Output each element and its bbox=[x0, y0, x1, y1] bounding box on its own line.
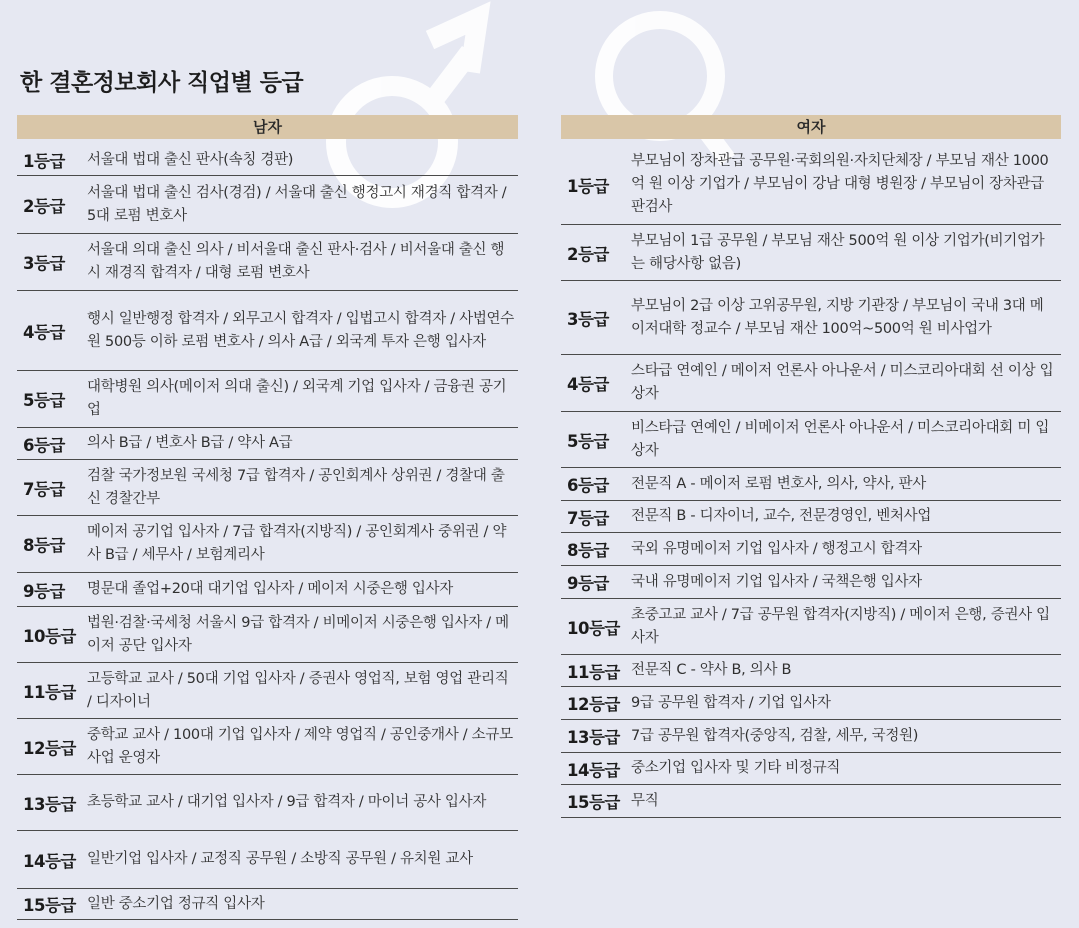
male-grade-list bbox=[17, 145, 518, 920]
grade-row bbox=[561, 687, 1061, 720]
grade-description: 중소기업 입사자 및 기타 비정규직 bbox=[631, 760, 841, 776]
grade-description: 9급 공무원 합격자 / 기업 입사자 bbox=[631, 694, 831, 711]
grade-description: 메이저 공기업 입사자 / 7급 합격자(지방직) / 공인회계사 중위권 / 약사 B급 / 세무사 / 보험계리사 bbox=[87, 524, 507, 563]
grade-label: 2등급 bbox=[23, 196, 65, 216]
grade-row bbox=[17, 573, 518, 607]
grade-row bbox=[561, 145, 1061, 225]
grade-row bbox=[561, 225, 1061, 281]
grade-description: 초등학교 교사 / 대기업 입사자 / 9급 합격자 / 마이너 공사 입사자 bbox=[87, 794, 487, 810]
grade-label: 4등급 bbox=[23, 322, 65, 342]
female-grade-list bbox=[561, 145, 1061, 818]
grade-description: 비스타급 연예인 / 비메이저 언론사 아나운서 / 미스코리아대회 미 입상자 bbox=[631, 419, 1050, 459]
grade-description: 초중고교 교사 / 7급 공무원 합격자(지방직) / 메이저 은행, 증권사 입사자 bbox=[631, 606, 1050, 646]
grade-description: 전문직 C - 약사 B, 의사 B bbox=[631, 662, 792, 678]
grade-label: 12등급 bbox=[567, 695, 620, 714]
grade-row bbox=[17, 371, 518, 428]
grade-label: 7등급 bbox=[567, 508, 609, 528]
grade-label: 14등급 bbox=[567, 760, 620, 780]
grade-description: 고등학교 교사 / 50대 기업 입사자 / 증권사 영업직, 보험 영업 관리직 / 디자이너 bbox=[87, 670, 509, 710]
grade-row bbox=[17, 831, 518, 889]
grade-row bbox=[561, 785, 1061, 818]
grade-label: 6등급 bbox=[23, 435, 65, 455]
grade-row bbox=[17, 234, 518, 291]
grade-label: 13등급 bbox=[567, 728, 620, 747]
grade-description: 전문직 B - 디자이너, 교수, 전문경영인, 벤처사업 bbox=[631, 508, 932, 524]
grade-description: 국외 유명메이저 기업 입사자 / 행정고시 합격자 bbox=[631, 540, 922, 557]
female-column bbox=[561, 115, 1061, 818]
grade-label: 3등급 bbox=[567, 309, 609, 329]
grade-label: 2등급 bbox=[567, 244, 609, 264]
grade-row bbox=[17, 516, 518, 573]
grade-label: 8등급 bbox=[23, 536, 65, 555]
grade-label: 1등급 bbox=[567, 176, 609, 196]
grade-description: 부모님이 1급 공무원 / 부모님 재산 500억 원 이상 기업가(비기업가는 해당사항 없음) bbox=[631, 232, 1045, 272]
grade-row bbox=[561, 720, 1061, 753]
grade-label: 13등급 bbox=[23, 794, 76, 814]
grade-label: 14등급 bbox=[23, 851, 76, 871]
grade-label: 6등급 bbox=[567, 476, 609, 495]
grade-row bbox=[561, 599, 1061, 655]
male-header: 남자 bbox=[17, 115, 518, 139]
grade-row bbox=[17, 145, 518, 176]
grade-description: 의사 B급 / 변호사 B급 / 약사 A급 bbox=[87, 435, 293, 451]
grade-label: 3등급 bbox=[23, 254, 65, 273]
female-header: 여자 bbox=[561, 115, 1061, 139]
grade-description: 명문대 졸업+20대 대기업 입사자 / 메이저 시중은행 입사자 bbox=[87, 581, 454, 597]
grade-row bbox=[561, 281, 1061, 355]
grade-row bbox=[17, 775, 518, 831]
grade-label: 15등급 bbox=[23, 896, 76, 915]
grade-row bbox=[561, 468, 1061, 501]
grade-description: 스타급 연예인 / 메이저 언론사 아나운서 / 미스코리아대회 선 이상 입상자 bbox=[631, 363, 1054, 402]
grade-description: 중학교 교사 / 100대 기업 입사자 / 제약 영업직 / 공인중개사 / 소규모 사업 운영자 bbox=[87, 726, 513, 766]
grade-row bbox=[17, 607, 518, 663]
grade-row bbox=[561, 412, 1061, 468]
grade-label: 10등급 bbox=[567, 618, 620, 638]
grade-row bbox=[17, 460, 518, 516]
grade-description: 서울대 법대 출신 판사(속칭 경판) bbox=[87, 151, 294, 168]
grade-row bbox=[561, 501, 1061, 533]
page-title: 한 결혼정보회사 직업별 등급 bbox=[20, 70, 304, 96]
grade-label: 7등급 bbox=[23, 479, 65, 499]
grade-description: 일반기업 입사자 / 교정직 공무원 / 소방직 공무원 / 유치원 교사 bbox=[87, 851, 473, 867]
grade-label: 12등급 bbox=[23, 738, 76, 758]
grade-label: 9등급 bbox=[567, 574, 609, 593]
grade-label: 4등급 bbox=[567, 375, 609, 394]
grade-row bbox=[17, 291, 518, 371]
grade-description: 대학병원 의사(메이저 의대 출신) / 외국계 기업 입사자 / 금융권 공기업 bbox=[87, 379, 507, 418]
grade-label: 5등급 bbox=[567, 431, 609, 451]
grade-description: 무직 bbox=[631, 792, 659, 809]
grade-row bbox=[17, 663, 518, 719]
grade-description: 검찰 국가정보원 국세청 7급 합격자 / 공인회계사 상위권 / 경찰대 출신 경찰간부 bbox=[87, 467, 505, 507]
grade-row bbox=[561, 533, 1061, 566]
grade-row bbox=[17, 176, 518, 234]
grade-label: 5등급 bbox=[23, 391, 65, 410]
grade-label: 10등급 bbox=[23, 626, 76, 646]
grade-description: 행시 일반행정 합격자 / 외무고시 합격자 / 입법고시 합격자 / 사법연수원 500등 이하 로펌 변호사 / 의사 A급 / 외국계 투자 은행 입사자 bbox=[87, 310, 514, 350]
grade-label: 15등급 bbox=[567, 793, 620, 812]
grade-label: 9등급 bbox=[23, 581, 65, 601]
grade-description: 일반 중소기업 정규직 입사자 bbox=[87, 895, 265, 912]
grade-row bbox=[561, 753, 1061, 785]
grade-description: 서울대 의대 출신 의사 / 비서울대 출신 판사·검사 / 비서울대 출신 행시 재경직 합격자 / 대형 로펌 변호사 bbox=[87, 242, 505, 281]
grade-label: 11등급 bbox=[23, 682, 76, 702]
grade-row bbox=[561, 566, 1061, 599]
grade-description: 전문직 A - 메이저 로펌 변호사, 의사, 약사, 판사 bbox=[631, 475, 926, 492]
grade-label: 8등급 bbox=[567, 541, 609, 560]
grade-description: 부모님이 2급 이상 고위공무원, 지방 기관장 / 부모님이 국내 3대 메이저대학 정교수 / 부모님 재산 100억~500억 원 비사업가 bbox=[631, 297, 1044, 337]
grade-description: 법원·검찰·국세청 서울시 9급 합격자 / 비메이저 시중은행 입사자 / 메이저 공단 입사자 bbox=[87, 614, 509, 654]
grade-label: 1등급 bbox=[23, 152, 65, 171]
grade-description: 7급 공무원 합격자(중앙직, 검찰, 세무, 국정원) bbox=[631, 727, 919, 744]
grade-row bbox=[17, 889, 518, 920]
grade-description: 부모님이 장차관급 공무원·국회의원·자치단체장 / 부모님 재산 1000억 원 이상 기업가 / 부모님이 강남 대형 병원장 / 부모님이 장차관급 판검사 bbox=[631, 153, 1049, 215]
grade-description: 서울대 법대 출신 검사(경검) / 서울대 출신 행정고시 재경직 합격자 / 5대 로펌 변호사 bbox=[87, 184, 507, 224]
grade-row bbox=[17, 428, 518, 460]
grade-row bbox=[561, 355, 1061, 412]
grade-description: 국내 유명메이저 기업 입사자 / 국책은행 입사자 bbox=[631, 573, 922, 590]
grade-label: 11등급 bbox=[567, 662, 620, 682]
male-column bbox=[17, 115, 518, 920]
grade-row bbox=[561, 655, 1061, 687]
grade-row bbox=[17, 719, 518, 775]
